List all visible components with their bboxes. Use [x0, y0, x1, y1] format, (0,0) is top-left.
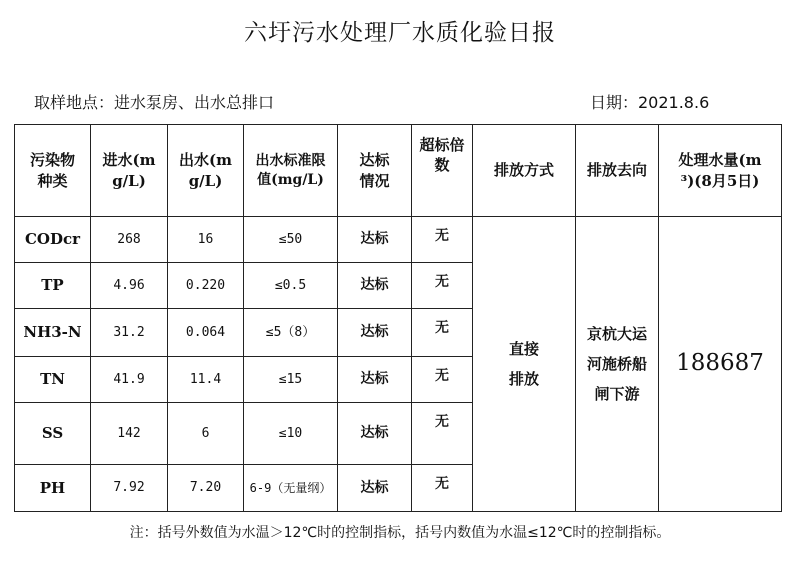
influent-cell: 7.92: [91, 465, 168, 512]
compliance-cell: 达标: [338, 465, 412, 512]
effluent-cell: 16: [168, 217, 244, 263]
compliance-cell: 达标: [338, 403, 412, 465]
header-limit: 出水标准限值(mg/L): [244, 125, 338, 217]
exceed-cell: 无: [412, 309, 473, 357]
influent-cell: 142: [91, 403, 168, 465]
compliance-cell: 达标: [338, 357, 412, 403]
influent-cell: 31.2: [91, 309, 168, 357]
discharge-method-cell: 直接排放: [473, 217, 576, 512]
footnote: 注：括号外数值为水温＞12℃时的控制指标，括号内数值为水温≤12℃时的控制指标。: [129, 525, 671, 541]
effluent-cell: 7.20: [168, 465, 244, 512]
pollutant-cell: PH: [15, 465, 91, 512]
compliance-cell: 达标: [338, 263, 412, 309]
limit-cell: 6-9（无量纲）: [244, 465, 338, 512]
compliance-cell: 达标: [338, 217, 412, 263]
header-discharge-destination: 排放去向: [576, 125, 659, 217]
effluent-cell: 6: [168, 403, 244, 465]
pollutant-cell: NH3-N: [15, 309, 91, 357]
exceed-cell: 无: [412, 403, 473, 465]
compliance-cell: 达标: [338, 309, 412, 357]
limit-cell: ≤10: [244, 403, 338, 465]
limit-cell: ≤0.5: [244, 263, 338, 309]
exceed-cell: 无: [412, 263, 473, 309]
effluent-cell: 11.4: [168, 357, 244, 403]
exceed-cell: 无: [412, 465, 473, 512]
exceed-cell: 无: [412, 217, 473, 263]
influent-cell: 268: [91, 217, 168, 263]
header-discharge-method: 排放方式: [473, 125, 576, 217]
header-compliance: 达标情况: [338, 125, 412, 217]
water-quality-table: [14, 124, 782, 512]
pollutant-cell: TN: [15, 357, 91, 403]
report-date: 日期：2021.8.6: [590, 93, 710, 112]
influent-cell: 41.9: [91, 357, 168, 403]
limit-cell: ≤50: [244, 217, 338, 263]
header-exceed-ratio: 超标倍数: [412, 125, 473, 217]
exceed-cell: 无: [412, 357, 473, 403]
effluent-cell: 0.064: [168, 309, 244, 357]
limit-cell: ≤5（8）: [244, 309, 338, 357]
header-effluent: 出水(mg/L): [168, 125, 244, 217]
header-influent: 进水(mg/L): [91, 125, 168, 217]
influent-cell: 4.96: [91, 263, 168, 309]
sampling-location: 取样地点：进水泵房、出水总排口: [34, 93, 275, 112]
report-title: 六圩污水处理厂水质化验日报: [244, 20, 556, 46]
header-treated-volume: 处理水量(m³)(8月5日): [659, 125, 782, 217]
treated-volume-cell: 188687: [659, 217, 782, 512]
header-pollutant: 污染物种类: [15, 125, 91, 217]
pollutant-cell: CODcr: [15, 217, 91, 263]
pollutant-cell: SS: [15, 403, 91, 465]
pollutant-cell: TP: [15, 263, 91, 309]
limit-cell: ≤15: [244, 357, 338, 403]
table-row: [15, 217, 782, 263]
effluent-cell: 0.220: [168, 263, 244, 309]
header-row: [15, 125, 782, 217]
discharge-destination-cell: 京杭大运河施桥船闸下游: [576, 217, 659, 512]
